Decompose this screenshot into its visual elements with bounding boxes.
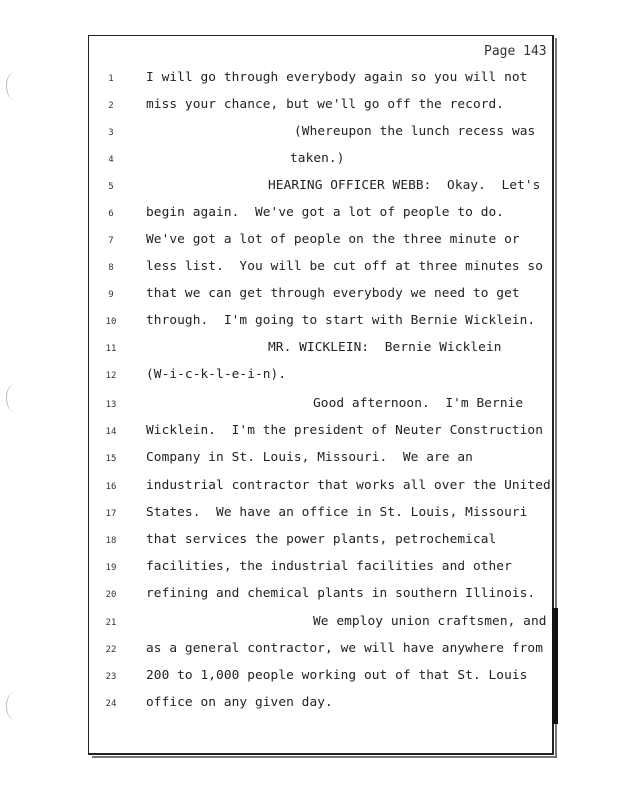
line-number: 4 <box>108 155 114 165</box>
line-text: MR. WICKLEIN: Bernie Wicklein <box>268 340 502 355</box>
line-number: 13 <box>105 400 117 410</box>
transcript-line <box>0 641 618 668</box>
line-number: 16 <box>105 482 117 492</box>
line-text: office on any given day. <box>146 695 333 710</box>
transcript-line <box>0 695 618 722</box>
line-number: 3 <box>108 128 114 138</box>
line-number: 22 <box>105 645 117 655</box>
line-text: less list. You will be cut off at three minutes so <box>146 259 544 274</box>
transcript-line <box>0 423 618 450</box>
transcript-line <box>0 532 618 559</box>
line-number: 6 <box>108 209 114 219</box>
transcript-line <box>0 259 618 286</box>
line-text: (W-i-c-k-l-e-i-n). <box>146 367 287 382</box>
transcript-line <box>0 286 618 313</box>
line-text: Company in St. Louis, Missouri. We are an <box>146 450 473 465</box>
line-text: industrial contractor that works all over the United <box>146 478 551 493</box>
line-text: Wicklein. I'm the president of Neuter Construction <box>146 423 544 438</box>
transcript-line <box>0 178 618 205</box>
line-number: 9 <box>108 290 114 300</box>
transcript-line <box>0 97 618 124</box>
line-text: refining and chemical plants in southern Illinois. <box>146 586 536 601</box>
line-text: We employ union craftsmen, and <box>313 614 547 629</box>
line-number: 15 <box>105 454 117 464</box>
line-text: HEARING OFFICER WEBB: Okay. Let's <box>268 178 541 193</box>
line-number: 20 <box>105 590 117 600</box>
line-text: We've got a lot of people on the three minute or <box>146 232 520 247</box>
frame-shadow <box>92 756 557 758</box>
line-number: 12 <box>105 371 117 381</box>
transcript-line <box>0 614 618 641</box>
transcript-line <box>0 505 618 532</box>
transcript-line <box>0 559 618 586</box>
line-number: 24 <box>105 699 117 709</box>
line-number: 8 <box>108 263 114 273</box>
transcript-line <box>0 586 618 613</box>
line-text: facilities, the industrial facilities and other <box>146 559 512 574</box>
line-text: that services the power plants, petrochemical <box>146 532 497 547</box>
line-text: begin again. We've got a lot of people to do. <box>146 205 505 220</box>
line-number: 17 <box>105 509 117 519</box>
line-number: 19 <box>105 563 117 573</box>
line-number: 23 <box>105 672 117 682</box>
line-number: 14 <box>105 427 117 437</box>
line-text: as a general contractor, we will have anywhere from <box>146 641 544 656</box>
transcript-line <box>0 313 618 340</box>
line-number: 2 <box>108 101 114 111</box>
line-number: 10 <box>105 317 117 327</box>
line-text: I will go through everybody again so you will not <box>146 70 528 85</box>
transcript-line <box>0 151 618 178</box>
transcript-line <box>0 70 618 97</box>
line-number: 1 <box>108 74 114 84</box>
line-text: States. We have an office in St. Louis, Missouri <box>146 505 528 520</box>
line-number: 5 <box>108 182 114 192</box>
transcript-line <box>0 367 618 394</box>
transcript-line <box>0 478 618 505</box>
line-text: miss your chance, but we'll go off the record. <box>146 97 505 112</box>
line-number: 11 <box>105 344 117 354</box>
line-text: that we can get through everybody we need to get <box>146 286 520 301</box>
transcript-line <box>0 340 618 367</box>
transcript-line <box>0 668 618 695</box>
page-number: Page 143 <box>484 44 547 59</box>
transcript-line <box>0 396 618 423</box>
line-text: 200 to 1,000 people working out of that St. Louis <box>146 668 528 683</box>
line-text: (Whereupon the lunch recess was <box>294 124 536 139</box>
line-number: 21 <box>105 618 117 628</box>
line-number: 18 <box>105 536 117 546</box>
transcript-line <box>0 124 618 151</box>
line-text: taken.) <box>290 151 345 166</box>
transcript-line <box>0 205 618 232</box>
line-text: Good afternoon. I'm Bernie <box>313 396 524 411</box>
line-number: 7 <box>108 236 114 246</box>
line-text: through. I'm going to start with Bernie Wicklein. <box>146 313 536 328</box>
transcript-line <box>0 232 618 259</box>
transcript-line <box>0 450 618 477</box>
